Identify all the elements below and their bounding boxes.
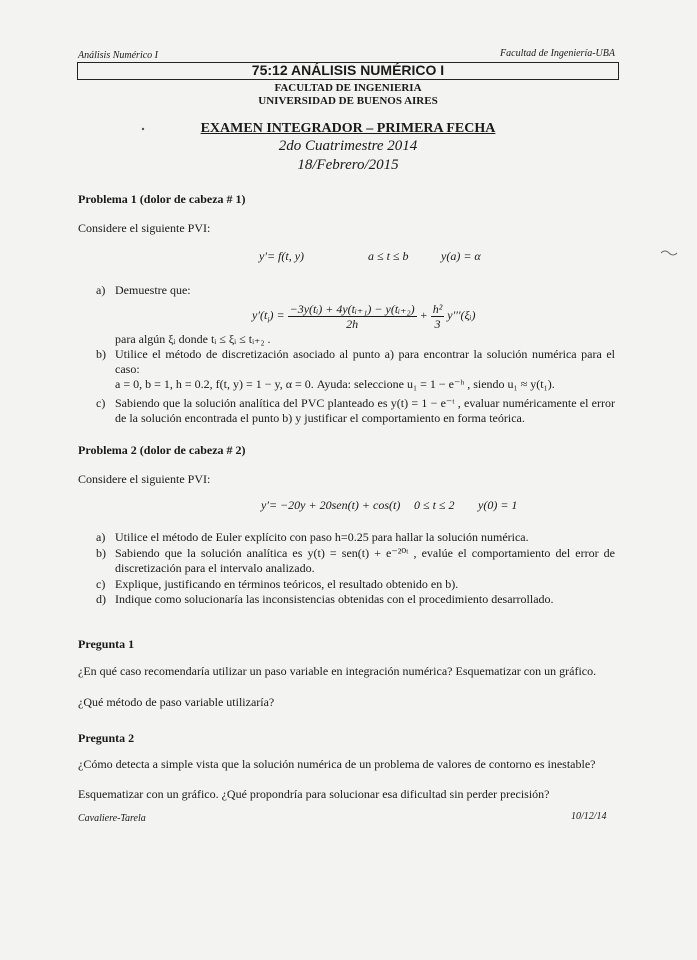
derivative-formula xyxy=(252,298,476,332)
question1-line1: ¿En qué caso recomendaría utilizar un paso variable en integración numérica? Esquematizar con un gráfico. xyxy=(78,664,597,678)
formula-h-denominator: 3 xyxy=(434,316,441,331)
problem1-intro: Considere el siguiente PVI: xyxy=(78,221,211,235)
problem2-initial: y(0) = 1 xyxy=(478,498,518,512)
formula-h-numerator: h² xyxy=(432,301,443,316)
footer-authors: Cavaliere-Tarela xyxy=(78,813,146,824)
question1-heading: Pregunta 1 xyxy=(78,637,135,651)
problem1-item-c-letter: c) xyxy=(96,396,106,410)
exam-term: 2do Cuatrimestre 2014 xyxy=(278,138,418,154)
problem1-item-c-text: Sabiendo que la solución analítica del PVC planteado es y(t) = 1 − e⁻ᵗ , evaluar numéricamente el error de la solución encontrada el punto b) y justificar el comportamiento en forma teórica. xyxy=(115,396,615,425)
exam-title: EXAMEN INTEGRADOR – PRIMERA FECHA xyxy=(200,121,496,136)
problem1-initial: y(a) = α xyxy=(441,249,481,263)
problem2-item-b-letter: b) xyxy=(96,546,106,560)
problem1-item-a-text: Demuestre que: xyxy=(115,283,191,297)
problem1-item-b-letter: b) xyxy=(96,347,106,361)
problem2-intro: Considere el siguiente PVI: xyxy=(78,472,211,486)
question2-line1: ¿Cómo detecta a simple vista que la solución numérica de un problema de valores de contorno es inestable? xyxy=(78,757,596,771)
formula-denominator: 2h xyxy=(346,316,359,331)
formula-lhs-sub: i xyxy=(267,315,270,325)
problem2-item-c-letter: c) xyxy=(96,577,106,591)
formula-fraction xyxy=(288,302,417,331)
header-left: Análisis Numérico I xyxy=(78,50,158,61)
course-title: 75:12 ANÁLISIS NUMÉRICO I xyxy=(77,62,619,80)
problem1-interval: a ≤ t ≤ b xyxy=(368,249,409,263)
question2-heading: Pregunta 2 xyxy=(78,731,135,745)
faculty-name: FACULTAD DE INGENIERIA xyxy=(274,82,422,94)
footer-date: 10/12/14 xyxy=(571,811,607,822)
university-name: UNIVERSIDAD DE BUENOS AIRES xyxy=(258,95,438,107)
scan-mark-icon xyxy=(660,248,678,258)
formula-numerator: −3y(tᵢ) + 4y(tᵢ₊₁) − y(tᵢ₊₂) xyxy=(289,301,415,316)
scan-dot-icon xyxy=(140,126,146,132)
problem1-item-b-text: Utilice el método de discretización asociado al punto a) para encontrar la solución numérica para el caso: xyxy=(115,347,615,376)
problem1-ode: y′= f(t, y) xyxy=(259,249,305,263)
exam-date: 18/Febrero/2015 xyxy=(297,157,399,173)
problem2-item-d-text: Indique como solucionaría las inconsistencias obtenidas con el procedimiento desarrollado. xyxy=(115,592,554,606)
problem1-item-a-condition: para algún ξᵢ donde tᵢ ≤ ξᵢ ≤ tᵢ₊₂ . xyxy=(115,332,271,346)
formula-h-fraction xyxy=(431,302,445,331)
header-right: Facultad de Ingeniería-UBA xyxy=(500,48,615,59)
problem2-item-d-letter: d) xyxy=(96,592,106,606)
problem2-item-a-text: Utilice el método de Euler explícito con paso h=0.25 para hallar la solución numérica. xyxy=(115,530,529,544)
formula-plus: + xyxy=(419,308,428,322)
problem2-item-a-letter: a) xyxy=(96,530,106,544)
problem2-interval: 0 ≤ t ≤ 2 xyxy=(414,498,455,512)
formula-lhs-end: ) = xyxy=(269,308,285,322)
formula-lhs: y′(t xyxy=(252,308,268,322)
problem1-item-b-params: a = 0, b = 1, h = 0.2, f(t, y) = 1 − y, α = 0. Ayuda: seleccione u₁ = 1 − e⁻ʰ , siendo u₁ ≈ y(t₁). xyxy=(115,377,555,391)
problem1-heading: Problema 1 (dolor de cabeza # 1) xyxy=(78,192,246,206)
question1-line2: ¿Qué método de paso variable utilizaría? xyxy=(78,695,275,709)
problem2-item-c-text: Explique, justificando en términos teóricos, el resultado obtenido en b). xyxy=(115,577,459,591)
problem2-ode: y′= −20y + 20sen(t) + cos(t) xyxy=(261,498,401,512)
problem2-item-b-text: Sabiendo que la solución analítica es y(t) = sen(t) + e⁻²⁰ᵗ , evalúe el comportamiento del error de discretización para el intervalo analizado. xyxy=(115,546,615,575)
question2-line2: Esquematizar con un gráfico. ¿Qué propondría para solucionar esa dificultad sin perder precisión? xyxy=(78,787,550,801)
problem2-heading: Problema 2 (dolor de cabeza # 2) xyxy=(78,443,246,457)
formula-tail: y′′′(ξᵢ) xyxy=(447,308,476,322)
problem1-item-a-letter: a) xyxy=(96,283,106,297)
